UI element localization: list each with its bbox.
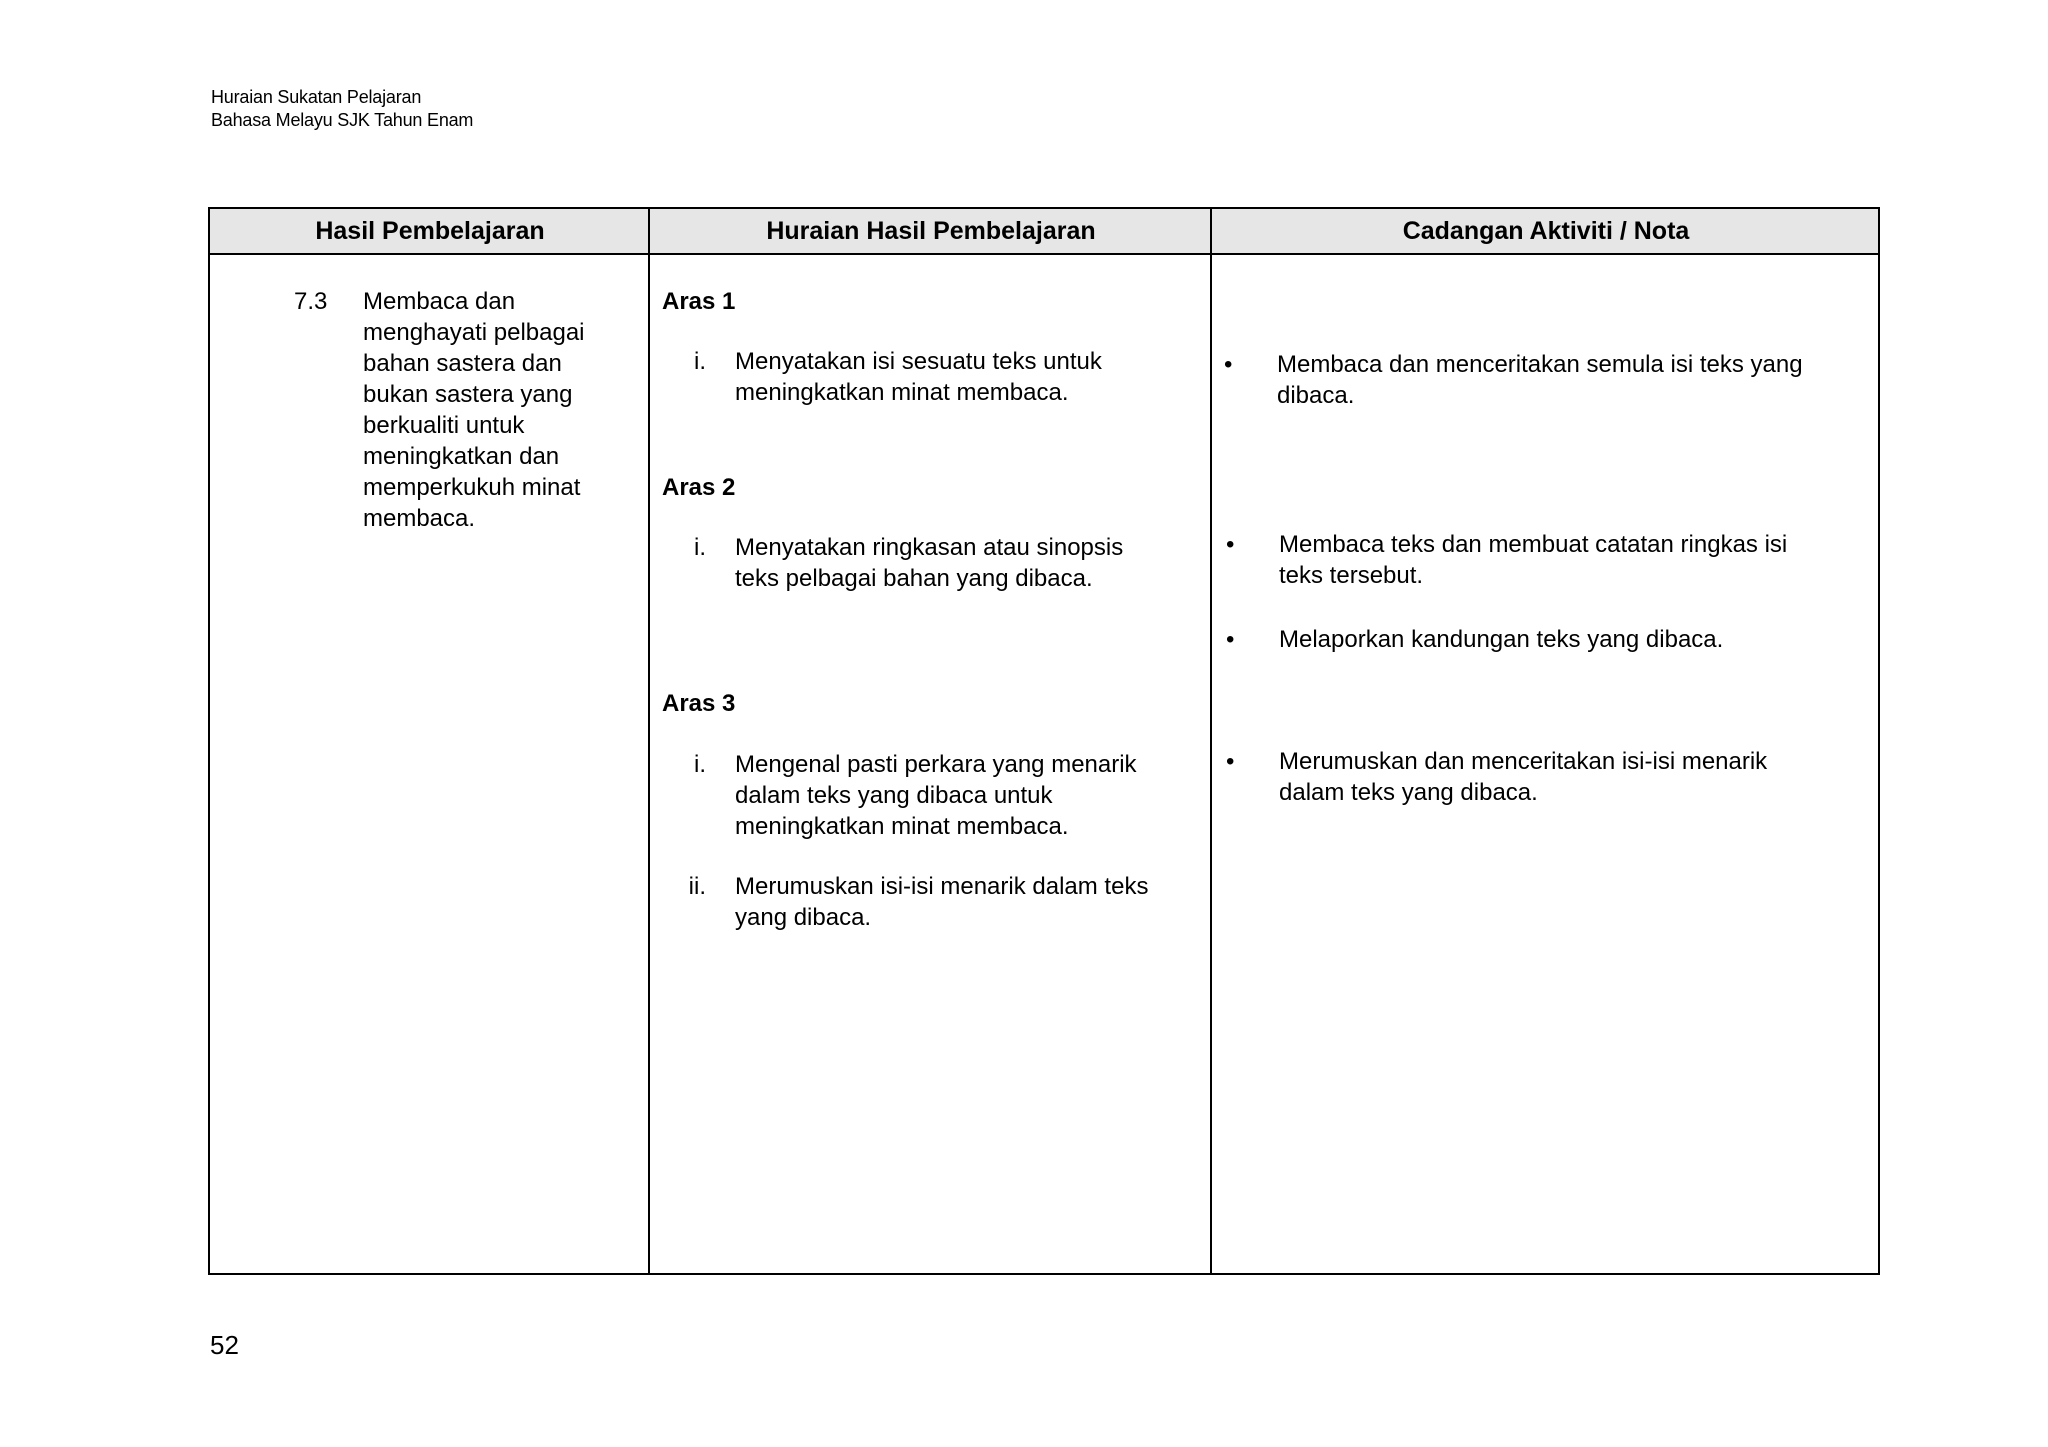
table-header-row <box>210 209 1878 255</box>
item-numeral: i. <box>694 534 706 561</box>
level-item-text <box>735 871 1215 933</box>
level-item-line: Merumuskan isi-isi menarik dalam teks <box>735 873 1149 900</box>
activity-text <box>1279 746 1899 808</box>
activity-line: Membaca dan menceritakan semula isi teks yang <box>1277 351 1803 378</box>
learning-outcome-line: membaca. <box>363 505 476 532</box>
header-title: Huraian Sukatan Pelajaran <box>211 87 422 107</box>
column-header-activities-notes: Cadangan Aktiviti / Nota <box>1402 217 1690 245</box>
level-item-line: teks pelbagai bahan yang dibaca. <box>735 565 1093 592</box>
activity-line: Merumuskan dan menceritakan isi-isi menarik <box>1279 748 1768 775</box>
level-item-text <box>735 532 1215 594</box>
level-item-line: Mengenal pasti perkara yang menarik <box>735 751 1137 778</box>
activity-line: teks tersebut. <box>1279 562 1424 589</box>
level-item-line: dalam teks yang dibaca untuk <box>735 782 1053 809</box>
learning-outcome-line: berkualiti untuk <box>363 412 525 439</box>
activity-line: Melaporkan kandungan teks yang dibaca. <box>1279 626 1724 653</box>
level-title: Aras 2 <box>662 474 736 501</box>
activity-line: dalam teks yang dibaca. <box>1279 779 1538 806</box>
bullet-icon: • <box>1226 748 1235 775</box>
learning-outcome-line: meningkatkan dan <box>363 443 560 470</box>
learning-outcome-line: Membaca dan <box>363 288 516 315</box>
activity-line: dibaca. <box>1277 382 1355 409</box>
level-item-line: meningkatkan minat membaca. <box>735 813 1069 840</box>
level-title: Aras 1 <box>662 288 736 315</box>
learning-outcome-line: memperkukuh minat <box>363 474 581 501</box>
learning-outcome-line: bahan sastera dan <box>363 350 562 377</box>
document-header <box>211 86 473 132</box>
activity-text <box>1279 529 1899 591</box>
column-divider <box>648 209 650 1273</box>
bullet-icon: • <box>1224 351 1233 378</box>
activity-text <box>1279 624 1899 655</box>
item-numeral: ii. <box>688 873 706 900</box>
level-item-line: Menyatakan ringkasan atau sinopsis <box>735 534 1124 561</box>
activity-text <box>1277 349 1897 411</box>
column-header-outcome-description: Huraian Hasil Pembelajaran <box>766 217 1096 245</box>
level-item-line: meningkatkan minat membaca. <box>735 379 1069 406</box>
header-subtitle: Bahasa Melayu SJK Tahun Enam <box>211 110 474 130</box>
learning-outcome-number: 7.3 <box>294 288 328 315</box>
bullet-icon: • <box>1226 531 1235 558</box>
page-number: 52 <box>210 1330 239 1360</box>
level-item-text <box>735 749 1215 842</box>
level-title: Aras 3 <box>662 690 736 717</box>
level-item-line: yang dibaca. <box>735 904 872 931</box>
syllabus-table <box>208 207 1880 1275</box>
learning-outcome-line: bukan sastera yang <box>363 381 573 408</box>
column-header-learning-outcome: Hasil Pembelajaran <box>315 217 545 245</box>
learning-outcome-text <box>363 286 623 534</box>
learning-outcome-line: menghayati pelbagai <box>363 319 585 346</box>
activity-line: Membaca teks dan membuat catatan ringkas isi <box>1279 531 1788 558</box>
item-numeral: i. <box>694 348 706 375</box>
bullet-icon: • <box>1226 626 1235 653</box>
level-item-line: Menyatakan isi sesuatu teks untuk <box>735 348 1102 375</box>
item-numeral: i. <box>694 751 706 778</box>
level-item-text <box>735 346 1215 408</box>
